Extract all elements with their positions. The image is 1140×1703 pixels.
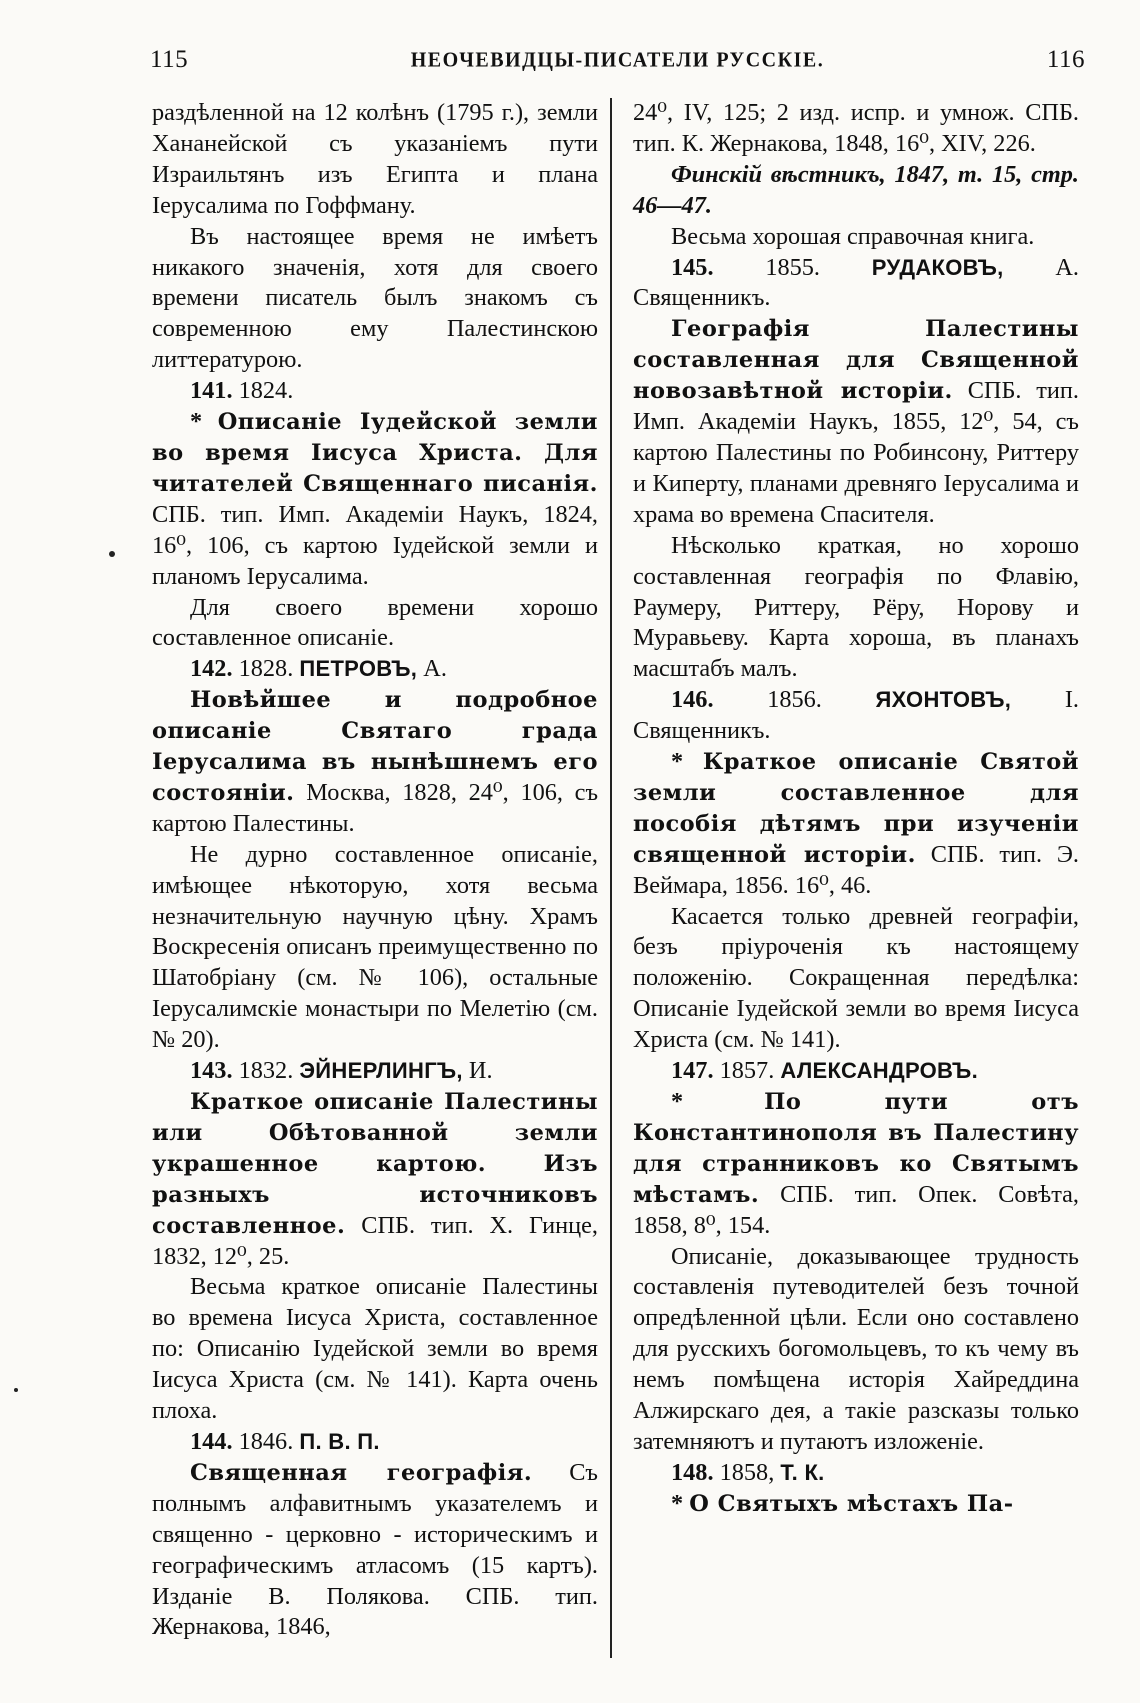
entry-143: [152, 1056, 598, 1087]
entry-note: Для своего времени хорошо составленное описаніе.: [152, 593, 598, 652]
star-mark: *: [190, 408, 203, 436]
entry-year: 1828.: [238, 655, 294, 683]
book-title: Географія Палестины составленная для Священной новозавѣтной исторіи.: [633, 316, 1079, 405]
entry-note: Весьма краткое описаніе Палестины во времена Іисуса Христа, составленное по: Описанію Іудейской земли во время Іисуса Христа (см. № 141). Карта очень плоха.: [152, 1273, 598, 1425]
entry-year: 1857.: [719, 1057, 775, 1085]
publication-details: СПБ. тип. Э. Веймара, 1856. 16⁰, 46.: [633, 840, 1079, 899]
book-title: О Святыхъ мѣстахъ Па-: [689, 1490, 1014, 1517]
entry-144: [152, 1427, 598, 1458]
column-divider: [610, 98, 612, 1658]
entry-148: [633, 1458, 1079, 1489]
book-title: Краткое описаніе Святой земли составленное для пособія дѣтямъ при изученіи священной исторіи.: [633, 749, 1079, 868]
publication-details: СПБ. тип. Имп. Академіи Наукъ, 1824, 16⁰, 106, съ картою Іудейской земли и планомъ Іерусалима.: [152, 500, 598, 590]
entry-146-title: [633, 747, 1079, 902]
author-name: ЭЙНЕРЛИНГЪ,: [299, 1058, 463, 1084]
star-mark: *: [671, 1489, 684, 1517]
continuation-paragraph: 24⁰, IV, 125; 2 изд. испр. и умнож. СПБ. тип. К. Жернакова, 1848, 16⁰, XIV, 226.: [633, 99, 1079, 157]
entry-number: 142.: [190, 655, 233, 683]
author-initial: А. Священникъ.: [633, 253, 1080, 312]
entry-number: 147.: [671, 1057, 714, 1085]
entry-year: 1832.: [238, 1057, 294, 1085]
entry-141-title: [152, 407, 598, 592]
publication-details: СПБ. тип. Х. Гинце, 1832, 12⁰, 25.: [152, 1211, 598, 1270]
entry-number: 146.: [671, 686, 714, 714]
star-mark: *: [671, 748, 684, 776]
entry-148-title: [633, 1489, 1079, 1520]
entry-146: [633, 685, 1079, 747]
entry-145: [633, 253, 1079, 315]
entry-year: 1846.: [238, 1427, 294, 1455]
commentary-paragraph: Въ настоящее время не имѣетъ никакого значенія, хотя для своего времени писатель былъ знакомъ съ современною ему Палестинскою литтературою.: [152, 222, 598, 374]
author-name: РУДАКОВЪ,: [871, 254, 1004, 280]
page-header: [150, 38, 1085, 82]
book-title: По пути отъ Константинополя въ Палестину для странниковъ ко Святымъ мѣстамъ.: [633, 1089, 1079, 1208]
entry-143-title: [152, 1087, 598, 1272]
author-initial: А.: [423, 655, 447, 683]
entry-note: Касается только древней географіи, безъ пріуроченія къ настоящему положенію. Сокращенная передѣлка: Описаніе Іудейской земли во время Іисуса Христа (см. № 141).: [633, 902, 1079, 1054]
entry-number: 143.: [190, 1057, 233, 1085]
entry-note: Описаніе, доказывающее трудность составленія путеводителей безъ точной опредѣленной цѣли. Если оно составлено для русскихъ богомольцевъ, то къ чему въ немъ помѣщена исторія Хайреддина Алжирскаго дея, а такіе разсказы только затемняютъ и путаютъ изложеніе.: [633, 1242, 1079, 1455]
publication-details: Съ полнымъ алфавитнымъ указателемъ и священно - церковно - историческимъ и географическимъ атласомъ (15 картъ). Изданіе В. Полякова. СПБ. тип. Жернакова, 1846,: [152, 1458, 598, 1641]
book-title: Краткое описаніе Палестины или Обѣтованной земли украшенное картою. Изъ разныхъ источниковъ составленное.: [152, 1089, 598, 1239]
right-column: [633, 98, 1079, 1520]
commentary-paragraph: Весьма хорошая справочная книга.: [671, 222, 1035, 250]
review-reference: Финскій вѣстникъ, 1847, т. 15, стр. 46—47.: [633, 160, 1079, 219]
star-mark: *: [671, 1088, 684, 1115]
entry-145-title: [633, 314, 1079, 530]
author-name: ЯХОНТОВЪ,: [875, 687, 1012, 713]
entry-year: 1855.: [765, 253, 820, 281]
book-title: Описаніе Іудейской земли во время Іисуса Христа. Для читателей Священнаго писанія.: [152, 409, 598, 497]
entry-note: Не дурно составленное описаніе, имѣющее нѣкоторую, хотя весьма незначительную научную цѣну. Храмъ Воскресенія описанъ преимущественно по Шатобріану (см. № 106), остальные Іерусалимскіе монастыри по Мелетію (см. № 20).: [152, 840, 598, 1054]
publication-details: СПБ. тип. Опек. Совѣта, 1858, 8⁰, 154.: [633, 1180, 1080, 1239]
print-speck: [109, 551, 115, 557]
right-page-number: 116: [1046, 46, 1085, 73]
entry-number: 141.: [190, 377, 233, 405]
publication-details: Москва, 1828, 24⁰, 106, съ картою Палестины.: [152, 778, 599, 837]
entry-year: 1856.: [767, 686, 822, 714]
entry-142-title: [152, 685, 598, 840]
left-page-number: 115: [150, 46, 189, 73]
continuation-paragraph: раздѣленной на 12 колѣнъ (1795 г.), земли Хананейской съ указаніемъ пути Израильтянъ изъ Египта и плана Іерусалима по Гоффману.: [152, 99, 598, 219]
author-name: Т. К.: [780, 1459, 825, 1485]
publication-details: СПБ. тип. Имп. Академіи Наукъ, 1855, 12⁰, 54, съ картою Палестины по Робинсону, Риттеру и Киперту, планами древняго Іерусалима и храма во времена Спасителя.: [633, 377, 1079, 528]
entry-number: 145.: [671, 253, 714, 281]
running-title: НЕОЧЕВИДЦЫ-ПИСАТЕЛИ РУССКІЕ.: [410, 47, 825, 72]
author-name: АЛЕКСАНДРОВЪ.: [780, 1058, 978, 1084]
entry-147-title: [633, 1087, 1079, 1242]
book-title: Новѣйшее и подробное описаніе Святаго града Іерусалима въ нынѣшнемъ его состояніи.: [152, 687, 598, 806]
entry-number: 144.: [190, 1427, 233, 1455]
entry-147: [633, 1056, 1079, 1087]
review-citation: [633, 160, 1079, 222]
entry-142: [152, 654, 598, 685]
author-name: ПЕТРОВЪ,: [299, 656, 418, 682]
entry-year: 1824.: [238, 377, 294, 405]
entry-141: [152, 376, 598, 407]
print-speck: [14, 1388, 18, 1392]
entry-year: 1858,: [719, 1458, 775, 1486]
book-title: Священная географія.: [190, 1459, 533, 1486]
author-name: П. В. П.: [299, 1428, 380, 1454]
entry-number: 148.: [671, 1458, 714, 1486]
entry-note: Нѣсколько краткая, но хорошо составленная географія по Флавію, Раумеру, Риттеру, Рёру, Норову и Муравьеву. Карта хороша, въ планахъ масштабъ малъ.: [633, 531, 1079, 683]
left-column: [152, 98, 598, 1643]
author-initial: И.: [468, 1057, 493, 1085]
entry-144-title: [152, 1458, 598, 1643]
author-initial: І. Священникъ.: [633, 686, 1079, 745]
